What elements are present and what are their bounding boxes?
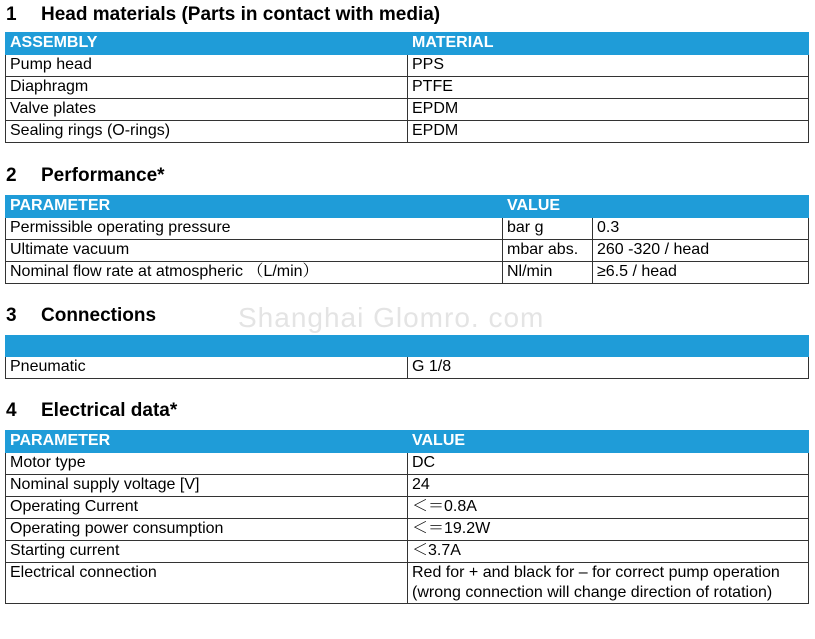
column-header: VALUE xyxy=(503,196,809,218)
section-2-heading xyxy=(6,165,165,187)
table-cell: Electrical connection xyxy=(6,563,408,604)
table-cell: ＜＝19.2W xyxy=(408,519,809,541)
table-cell: 24 xyxy=(408,475,809,497)
table-cell: Valve plates xyxy=(6,99,408,121)
table-row xyxy=(6,563,809,604)
table-cell: Nominal supply voltage [V] xyxy=(6,475,408,497)
section-title: Head materials (Parts in contact with media) xyxy=(41,4,441,25)
electrical-data-table xyxy=(5,430,809,604)
column-header: PARAMETER xyxy=(6,196,503,218)
table-row xyxy=(6,77,809,99)
table-header-row xyxy=(6,196,809,218)
table-row xyxy=(6,218,809,240)
column-header: ASSEMBLY xyxy=(6,33,408,55)
section-4-heading xyxy=(6,400,177,422)
column-header: MATERIAL xyxy=(408,33,809,55)
table-row xyxy=(6,99,809,121)
table-cell: Red for + and black for – for correct pump operation (wrong connection will change direction of rotation) xyxy=(408,563,809,604)
table-cell: Ultimate vacuum xyxy=(6,240,503,262)
table-cell: Nominal flow rate at atmospheric （L/min） xyxy=(6,262,503,284)
table-cell: Operating Current xyxy=(6,497,408,519)
table-cell: ≥6.5 / head xyxy=(593,262,809,284)
table-cell: PPS xyxy=(408,55,809,77)
table-cell: ＜3.7A xyxy=(408,541,809,563)
table-row xyxy=(6,121,809,143)
table-row xyxy=(6,497,809,519)
table-row xyxy=(6,55,809,77)
table-cell: PTFE xyxy=(408,77,809,99)
table-cell: 260 -320 / head xyxy=(593,240,809,262)
table-cell: DC xyxy=(408,453,809,475)
section-number: 2 xyxy=(6,165,17,186)
section-number: 4 xyxy=(6,400,17,421)
table-cell: Starting current xyxy=(6,541,408,563)
column-header xyxy=(408,336,809,357)
section-title: Electrical data* xyxy=(41,400,178,421)
table-cell: Diaphragm xyxy=(6,77,408,99)
table-header-row xyxy=(6,336,809,357)
table-cell: Pump head xyxy=(6,55,408,77)
table-row xyxy=(6,240,809,262)
table-cell: G 1/8 xyxy=(408,357,809,379)
table-header-row xyxy=(6,431,809,453)
section-1-heading xyxy=(6,4,440,26)
connections-table xyxy=(5,335,809,379)
table-row xyxy=(6,519,809,541)
performance-table xyxy=(5,195,809,284)
table-row xyxy=(6,541,809,563)
column-header: PARAMETER xyxy=(6,431,408,453)
table-cell: Pneumatic xyxy=(6,357,408,379)
table-cell: 0.3 xyxy=(593,218,809,240)
section-number: 3 xyxy=(6,305,17,326)
table-cell: mbar abs. xyxy=(503,240,593,262)
section-number: 1 xyxy=(6,4,17,25)
column-header: VALUE xyxy=(408,431,809,453)
table-cell: Motor type xyxy=(6,453,408,475)
column-header xyxy=(6,336,408,357)
watermark: Shanghai Glomro. com xyxy=(238,302,545,333)
section-title: Connections xyxy=(41,305,157,326)
table-cell: EPDM xyxy=(408,121,809,143)
head-materials-table xyxy=(5,32,809,143)
table-cell: Permissible operating pressure xyxy=(6,218,503,240)
section-3-heading xyxy=(6,305,156,327)
table-row xyxy=(6,262,809,284)
section-title: Performance* xyxy=(41,165,165,186)
table-row xyxy=(6,357,809,379)
table-row xyxy=(6,453,809,475)
table-cell: Operating power consumption xyxy=(6,519,408,541)
table-row xyxy=(6,475,809,497)
table-header-row xyxy=(6,33,809,55)
table-cell: Nl/min xyxy=(503,262,593,284)
table-cell: bar g xyxy=(503,218,593,240)
table-cell: Sealing rings (O-rings) xyxy=(6,121,408,143)
table-cell: EPDM xyxy=(408,99,809,121)
table-cell: ＜＝0.8A xyxy=(408,497,809,519)
